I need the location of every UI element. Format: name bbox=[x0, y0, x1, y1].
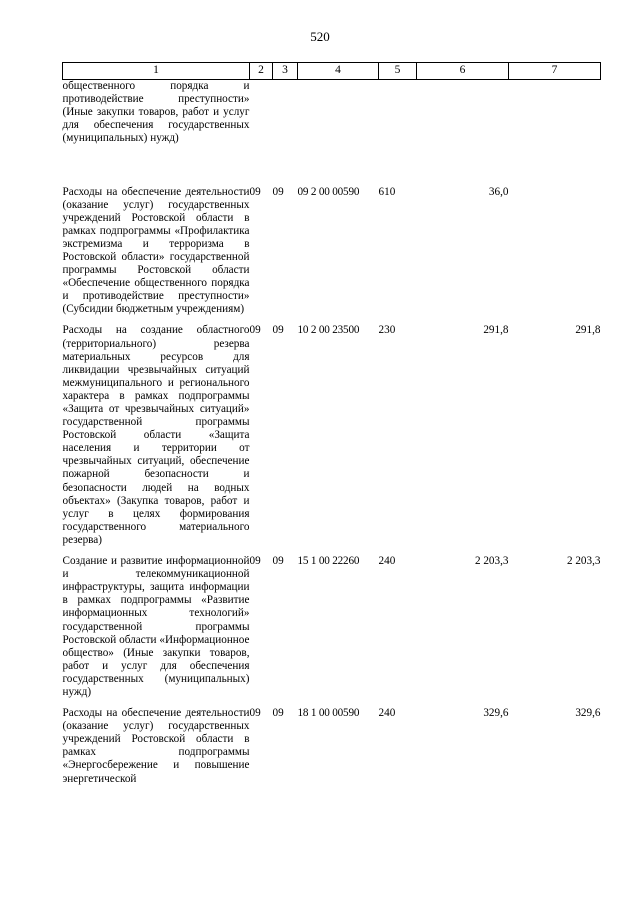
row-description: Расходы на обеспечение деятельности (оказание услуг) государственных учреждений Ростовской области в рамках подпрограммы «Энергосбережение и повышение энергетической bbox=[62, 707, 250, 785]
row-amount-2 bbox=[509, 182, 601, 317]
row-subsection: 09 bbox=[272, 185, 284, 198]
row-section: 09 bbox=[249, 324, 261, 337]
row-target-article: 18 1 00 00590 bbox=[297, 707, 360, 720]
row-section: 09 bbox=[249, 555, 261, 568]
row-description: Расходы на создание областного (территориального) резерва материальных ресурсов для ликвидации чрезвычайных ситуаций межмуниципального и регионального характера в рамках подпрограммы «Защита от чрезвычайных ситуаций» государственной программы Ростовской области «Защита населения и территории от чрезвычайных ситуаций, обеспечение пожарной безопасности и безопасности людей на водных объектах» (Закупка товаров, работ и услуг в целях формирования государственного материального резерва) bbox=[62, 324, 250, 546]
table-row bbox=[63, 699, 601, 786]
budget-table bbox=[62, 62, 601, 786]
column-header: 2 bbox=[250, 63, 273, 80]
table-row bbox=[63, 182, 601, 317]
row-subsection: 09 bbox=[272, 555, 284, 568]
column-header: 7 bbox=[509, 63, 601, 80]
row-amount-2: 291,8 bbox=[575, 324, 601, 337]
row-description: общественного порядка и противодействие преступности» (Иные закупки товаров, работ и услуг для обеспечения государственных (муниципальных) нужд) bbox=[62, 80, 250, 145]
row-target-article: 09 2 00 00590 bbox=[297, 185, 360, 198]
row-target-article: 15 1 00 22260 bbox=[297, 555, 360, 568]
row-expense-type bbox=[379, 80, 417, 182]
row-amount-2 bbox=[509, 80, 601, 182]
row-amount-2: 329,6 bbox=[575, 707, 601, 720]
row-expense-type: 240 bbox=[378, 555, 396, 568]
row-amount-1: 36,0 bbox=[488, 185, 509, 198]
row-expense-type: 230 bbox=[378, 324, 396, 337]
row-expense-type: 610 bbox=[378, 185, 396, 198]
row-target-article bbox=[298, 80, 379, 182]
row-amount-1: 2 203,3 bbox=[474, 555, 509, 568]
table-row bbox=[63, 80, 601, 182]
page-number: 520 bbox=[310, 29, 330, 44]
header-row bbox=[63, 63, 601, 80]
row-subsection bbox=[273, 80, 298, 182]
column-header: 3 bbox=[273, 63, 298, 80]
row-section: 09 bbox=[249, 185, 261, 198]
row-amount-1 bbox=[417, 80, 509, 182]
row-description: Создание и развитие информационной и телекоммуникационной инфраструктуры, защита информации в рамках подпрограммы «Развитие информационных технологий» государственной программы Ростовской области «Информационное общество» (Иные закупки товаров, работ и услуг для обеспечения государственных (муниципальных) нужд) bbox=[62, 555, 250, 698]
column-header: 6 bbox=[417, 63, 509, 80]
row-description: Расходы на обеспечение деятельности (оказание услуг) государственных учреждений Ростовской области в рамках подпрограммы «Профилактика экстремизма и терроризма в Ростовской области» государственной программы Ростовской области «Обеспечение общественного порядка и противодействие преступности» (Субсидии бюджетным учреждениям) bbox=[62, 185, 250, 316]
row-expense-type: 240 bbox=[378, 707, 396, 720]
row-amount-1: 329,6 bbox=[483, 707, 509, 720]
row-target-article: 10 2 00 23500 bbox=[297, 324, 360, 337]
row-amount-2: 2 203,3 bbox=[566, 555, 601, 568]
row-subsection: 09 bbox=[272, 324, 284, 337]
row-amount-1: 291,8 bbox=[483, 324, 509, 337]
column-header: 5 bbox=[379, 63, 417, 80]
column-header: 1 bbox=[63, 63, 250, 80]
table-row bbox=[63, 547, 601, 699]
column-header: 4 bbox=[298, 63, 379, 80]
row-section bbox=[250, 80, 273, 182]
row-section: 09 bbox=[249, 707, 261, 720]
table-row bbox=[63, 316, 601, 547]
row-subsection: 09 bbox=[272, 707, 284, 720]
